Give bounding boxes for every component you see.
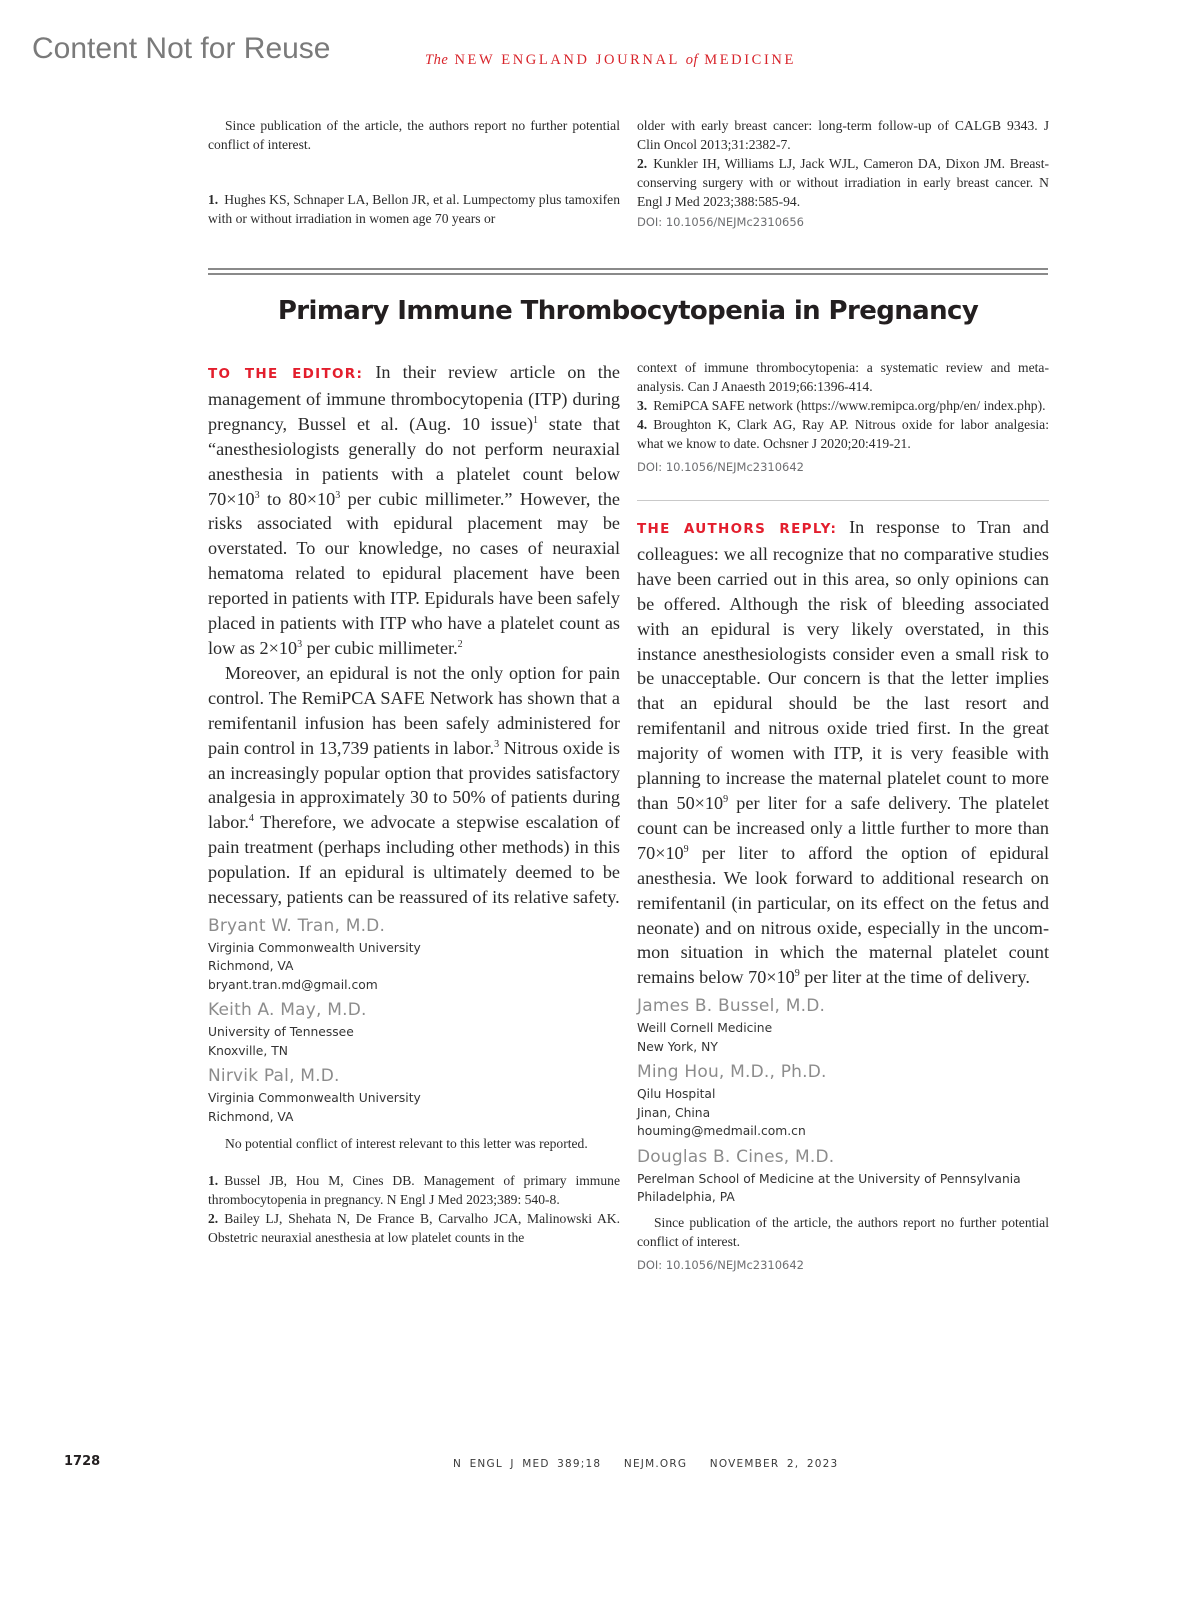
- reply-disclosure: Since publication of the article, the authors report no further potential conflict of interest.: [637, 1214, 1049, 1249]
- text: state that “anesthesiologists generally do not perform neuraxial anesthesia in patients with a platelet count below 70×10: [208, 413, 620, 509]
- exponent: 3: [335, 489, 341, 501]
- prev-letter-right: [637, 116, 1049, 229]
- text: In response to Tran and colleagues: we all recognize that no comparative studies have been carried out in this area, so only opinions can be offered. Although the risk of bleeding associated with an epidural is very likely overstated, in this instance anesthesiologists consider even a small risk to be unacceptable. Our concern is that the letter implies that an epidural should be the last resort and remifentanil and nitrous oxide tried first. In the great majority of women with ITP, it is very feasible with planning to increase the maternal platelet count to more than 50×10: [637, 517, 1050, 813]
- text: per liter at the time of delivery.: [799, 967, 1030, 988]
- journal-header: [425, 52, 796, 69]
- reference-number: 1.: [208, 1173, 219, 1189]
- citation-1[interactable]: 1: [533, 414, 539, 426]
- footer-citation: N ENGL J MED 389;18 NEJM.ORG NOVEMBER 2, 2023: [453, 1458, 839, 1470]
- to-the-editor-kicker: TO THE EDITOR:: [208, 366, 364, 382]
- reply-author-2: [637, 1062, 1049, 1141]
- author-location: Richmond, VA: [208, 1109, 294, 1124]
- reference-item: [208, 1209, 620, 1247]
- citation-3[interactable]: 3: [494, 738, 500, 750]
- author-location: Philadelphia, PA: [637, 1190, 735, 1205]
- author-name: James B. Bussel, M.D.: [637, 996, 826, 1017]
- letter-disclosure: No potential conflict of interest relevant to this letter was reported.: [225, 1136, 588, 1152]
- text: per liter for a safe delivery. The platelet count can be increased only a little further to more than 70×10: [637, 792, 1049, 863]
- text: In their review article on the management of immune thrombocytopenia (ITP) during pregnancy, Bussel et al. (Aug. 10 issue): [208, 362, 620, 434]
- reply-paragraph: [637, 515, 1049, 990]
- reply-doi-link[interactable]: DOI: 10.1056/NEJMc2310642: [637, 1257, 804, 1272]
- author-affiliation: Virginia Commonwealth University: [208, 940, 421, 955]
- reply-column: [637, 358, 1049, 1272]
- author-name: Bryant W. Tran, M.D.: [208, 915, 386, 936]
- letter-paragraph-1: [208, 360, 620, 661]
- author-name: Ming Hou, M.D., Ph.D.: [637, 1062, 827, 1083]
- reference-number: 2.: [208, 1211, 219, 1227]
- journal-header-name-2: MEDICINE: [704, 52, 796, 68]
- prev-letter-left: [208, 116, 620, 228]
- reference-link[interactable]: RemiPCA SAFE network (https://www.remipca.org/php/en/ index.php).: [653, 398, 1046, 413]
- author-affiliation: Weill Cornell Medicine: [637, 1021, 773, 1036]
- reference-number: 4.: [637, 417, 648, 432]
- reference-number: 1.: [208, 192, 219, 207]
- authors-reply-kicker: THE AUTHORS REPLY:: [637, 521, 838, 537]
- watermark: Content Not for Reuse: [32, 32, 331, 65]
- author-location: Jinan, China: [637, 1105, 711, 1120]
- reference-text: Broughton K, Clark AG, Ray AP. Nitrous oxide for labor analgesia: what we know to date. Ochsner J 2020;20:419-21.: [637, 417, 1049, 451]
- exponent: 9: [683, 843, 689, 855]
- text: per cubic millimeter.: [302, 637, 458, 658]
- letter-paragraph-2: [208, 661, 620, 910]
- reference-text: Hughes KS, Schnaper LA, Bellon JR, et al. Lumpectomy plus tamoxifen with or without irradiation in women age 70 years or: [208, 192, 620, 226]
- text: Therefore, we advocate a stepwise escalation of pain treatment (perhaps including other methods) in this population. If an epidural is ultimately deemed to be necessary, patients can be reassured of its relative safety.: [208, 812, 620, 908]
- letter-author-1: [208, 916, 620, 995]
- reference-text: Bussel JB, Hou M, Cines DB. Management of primary immune thrombocytopenia in pregnancy. N Engl J Med 2023;389: 540-8.: [208, 1173, 620, 1208]
- text: per liter to afford the option of epidural anesthesia. We look forward to additional research on remifentanil (in particular, on its effect on the fetus and neonate) and on nitrous oxide, especially in the uncommon situation in which the maternal platelet count remains below 70×10: [637, 842, 1049, 988]
- reference-text: Bailey LJ, Shehata N, De France B, Carvalho JCA, Malinowski AK. Obstetric neuraxial anesthesia at low platelet counts in the: [208, 1211, 620, 1246]
- prev-doi-link[interactable]: DOI: 10.1056/NEJMc2310656: [637, 215, 804, 229]
- author-location: New York, NY: [637, 1039, 718, 1054]
- reference-number: 2.: [637, 156, 648, 171]
- prev-disclosure: Since publication of the article, the authors report no further potential conflict of interest.: [208, 118, 620, 152]
- author-affiliation: Virginia Commonwealth University: [208, 1091, 421, 1106]
- author-name: Keith A. May, M.D.: [208, 1000, 367, 1021]
- journal-header-of: of: [685, 52, 698, 68]
- journal-header-name-1: NEW ENGLAND JOURNAL: [454, 52, 680, 68]
- author-name: Douglas B. Cines, M.D.: [637, 1146, 835, 1167]
- text: to 80×10: [259, 488, 336, 509]
- author-name: Nirvik Pal, M.D.: [208, 1066, 340, 1087]
- text: Nitrous oxide is an increasingly popular option that provides satisfactory analgesia in approximately 30 to 50% of patients during labor.: [208, 737, 620, 833]
- article-title: Primary Immune Thrombocytopenia in Pregnancy: [277, 296, 979, 326]
- author-email-link[interactable]: bryant.tran.md@gmail.com: [208, 977, 378, 992]
- prev-reference-2: [637, 154, 1049, 211]
- reply-author-1: [637, 996, 1049, 1056]
- journal-header-the: The: [425, 52, 449, 68]
- prev-reference-1-cont: older with early breast cancer: long-term follow-up of CALGB 9343. J Clin Oncol 2013;31:2382-7.: [637, 118, 1049, 152]
- prev-reference-1: [208, 190, 620, 228]
- letter-author-3: [208, 1066, 620, 1126]
- reference-text: Kunkler IH, Williams LJ, Jack WJL, Cameron DA, Dixon JM. Breast-conserving surgery with or without irradiation in early breast cancer. N Engl J Med 2023;388:585-94.: [637, 156, 1049, 209]
- reference-item-cont: context of immune thrombocytopenia: a systematic review and meta-analysis. Can J Anaesth 2019;66:1396-414.: [637, 360, 1049, 394]
- author-affiliation: University of Tennessee: [208, 1025, 354, 1040]
- reference-item: [208, 1171, 620, 1209]
- author-email-link[interactable]: houming@medmail.com.cn: [637, 1124, 806, 1139]
- author-location: Knoxville, TN: [208, 1043, 288, 1058]
- citation-2[interactable]: 2: [457, 638, 463, 650]
- letter-column: [208, 360, 620, 1247]
- page-number: 1728: [64, 1454, 101, 1469]
- reference-item: [637, 396, 1049, 415]
- text: per cubic millimeter.” However, the risks associated with epidural placement may be overstated. To our knowledge, no cases of neuraxial hematoma related to epidural placement have been reported in patients with ITP. Epidurals have been safely placed in patients with ITP who have a platelet count as low as 2×10: [208, 488, 620, 658]
- letter-references: [208, 1171, 620, 1247]
- reference-item: [637, 415, 1049, 453]
- reply-divider: [637, 500, 1049, 501]
- author-location: Richmond, VA: [208, 959, 294, 974]
- citation-4[interactable]: 4: [248, 813, 254, 825]
- exponent: 9: [723, 793, 729, 805]
- letter-doi-link[interactable]: DOI: 10.1056/NEJMc2310642: [637, 460, 804, 474]
- reply-author-3: [637, 1147, 1049, 1207]
- exponent: 3: [254, 489, 260, 501]
- reference-number: 3.: [637, 398, 648, 413]
- section-divider: [208, 268, 1048, 275]
- letter-author-2: [208, 1000, 620, 1060]
- author-affiliation: Qilu Hospital: [637, 1087, 716, 1102]
- exponent: 3: [297, 638, 303, 650]
- text: Moreover, an epidural is not the only option for pain control. The RemiPCA SAFE Network has shown that a remifentanil infusion has been safely administered for pain control in 13,739 patients in labor.: [208, 662, 620, 758]
- exponent: 9: [794, 968, 800, 980]
- author-affiliation: Perelman School of Medicine at the University of Pennsylvania: [637, 1171, 1021, 1186]
